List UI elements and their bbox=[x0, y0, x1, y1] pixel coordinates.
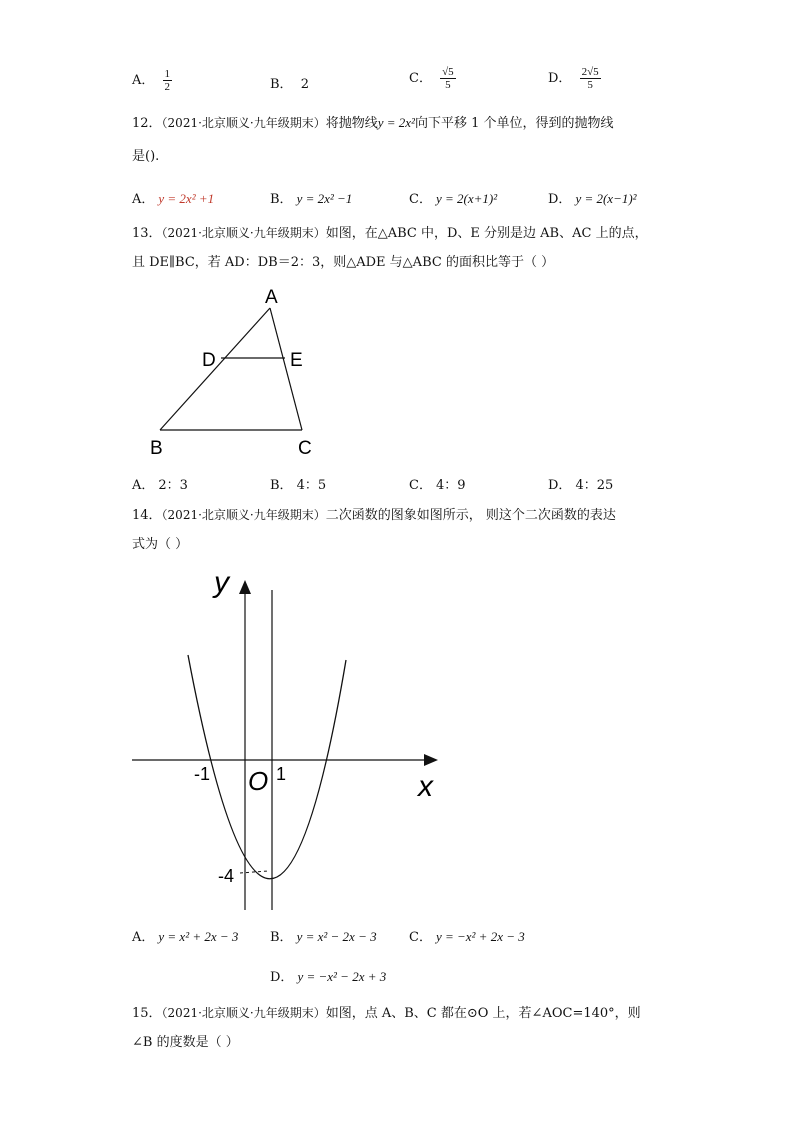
origin-label: O bbox=[248, 766, 269, 796]
q12-stem-line2: 是(). bbox=[132, 149, 160, 164]
vertex-dashed-line bbox=[240, 871, 268, 873]
q14-option-a: A． y = x² + 2x − 3 bbox=[132, 929, 239, 945]
vertex-a-label: A bbox=[265, 287, 278, 308]
tick-label-neg4: -4 bbox=[218, 866, 235, 886]
q12-option-d: D． y = 2(x−1)² bbox=[548, 191, 637, 207]
triangle-figure bbox=[140, 282, 340, 462]
q15-stem-line1: 15．（2021·北京顺义·九年级期末）如图，点 A、B、C 都在⊙O 上，若∠AOC=140°，则 bbox=[132, 1006, 641, 1021]
q12-stem-line1: 12．（2021·北京顺义·九年级期末）将抛物线y = 2x²向下平移 1 个单位，得到的抛物线 bbox=[132, 115, 614, 131]
q13-stem-line1: 13．（2021·北京顺义·九年级期末）如图，在△ABC 中，D、E 分别是边 AB、AC 上的点， bbox=[132, 226, 648, 241]
q13-option-a: A． 2：3 bbox=[132, 478, 188, 493]
vertex-b-label: B bbox=[150, 438, 163, 459]
q14-stem-line2: 式为（ ） bbox=[132, 537, 189, 552]
question-source: （2021·北京顺义·九年级期末） bbox=[161, 226, 326, 240]
q14-stem-line1: 14．（2021·北京顺义·九年级期末）二次函数的图象如图所示， 则这个二次函数的表达 bbox=[132, 508, 616, 523]
q11-option-c: C． $\frac{√5}{5}$ bbox=[409, 66, 454, 91]
q15-stem-line2: ∠B 的度数是（ ） bbox=[132, 1035, 239, 1050]
q13-option-b: B． 4：5 bbox=[270, 478, 327, 493]
q11-option-d: D． $\frac{2√5}{5}$ bbox=[548, 66, 599, 91]
x-axis-label: x bbox=[418, 770, 433, 803]
q13-option-d: D． 4：25 bbox=[548, 478, 614, 493]
q12-option-b: B． y = 2x² −1 bbox=[270, 191, 353, 207]
tick-label-neg1: -1 bbox=[194, 764, 211, 784]
fraction: $\frac{2√5}{5}$ bbox=[581, 66, 599, 91]
q11-option-a: A． $\frac{1}{2}$ bbox=[132, 68, 171, 93]
point-e-label: E bbox=[290, 350, 303, 371]
fraction: $\frac{√5}{5}$ bbox=[442, 66, 454, 91]
fraction: $\frac{1}{2}$ bbox=[164, 68, 171, 93]
parabola-graph bbox=[128, 560, 458, 920]
y-axis-arrow bbox=[239, 580, 251, 594]
q11-option-b: B． 2 bbox=[270, 77, 309, 92]
q13-stem-line2: 且 DE∥BC，若 AD：DB＝2：3，则△ADE 与△ABC 的面积比等于（ ） bbox=[132, 255, 555, 270]
x-axis-arrow bbox=[424, 754, 438, 766]
question-source: （2021·北京顺义·九年级期末） bbox=[161, 116, 326, 130]
q14-option-c: C． y = −x² + 2x − 3 bbox=[409, 929, 525, 945]
question-source: （2021·北京顺义·九年级期末） bbox=[161, 1006, 326, 1020]
y-axis-label: y bbox=[214, 566, 229, 599]
q12-option-a: A． y = 2x² +1 bbox=[132, 191, 215, 207]
q14-option-d: D． y = −x² − 2x + 3 bbox=[270, 969, 387, 985]
vertex-c-label: C bbox=[298, 438, 312, 459]
formula: y = 2x² bbox=[377, 115, 415, 130]
question-source: （2021·北京顺义·九年级期末） bbox=[161, 508, 326, 522]
q13-option-c: C． 4：9 bbox=[409, 478, 466, 493]
tick-label-1: 1 bbox=[276, 764, 287, 784]
q14-option-b: B． y = x² − 2x − 3 bbox=[270, 929, 377, 945]
point-d-label: D bbox=[202, 350, 216, 371]
q12-option-c: C． y = 2(x+1)² bbox=[409, 191, 498, 207]
